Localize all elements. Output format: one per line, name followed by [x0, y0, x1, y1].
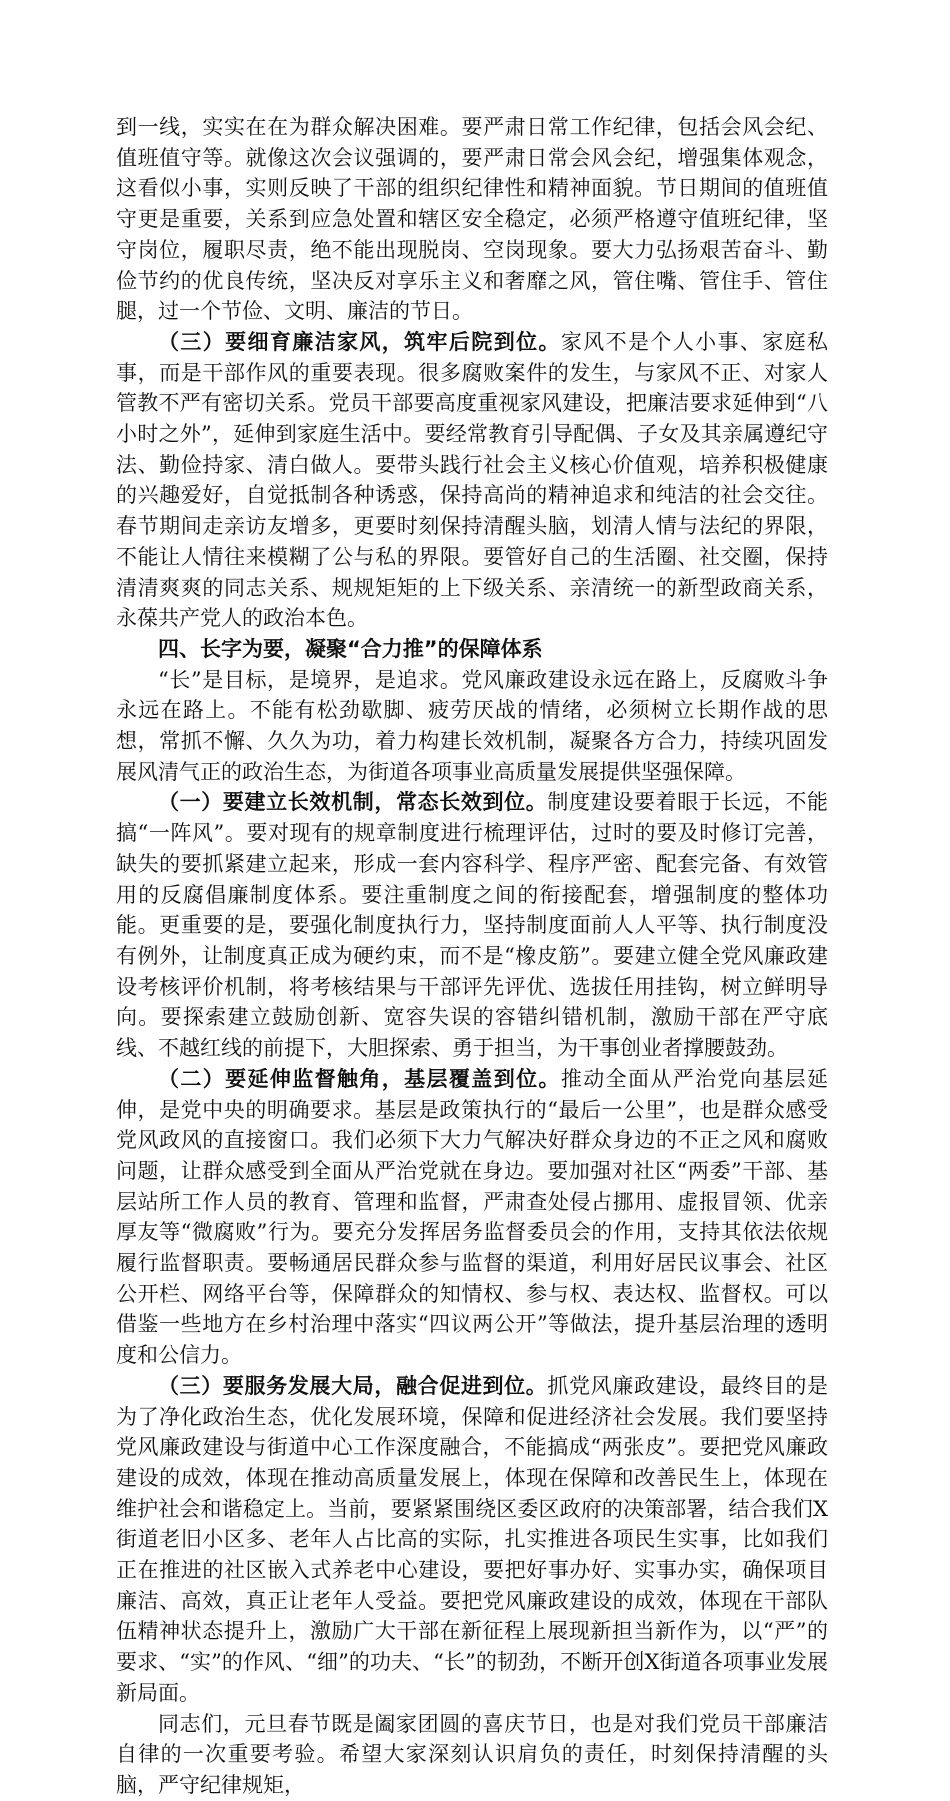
- document-body: [116, 112, 828, 1801]
- subheading-development: （三）要服务发展大局，融合促进到位。: [158, 1372, 548, 1398]
- subheading-family-ethics: （三）要细育廉洁家风，筑牢后院到位。: [158, 328, 561, 354]
- paragraph-development: [116, 1371, 828, 1709]
- paragraph-section-four-intro: [116, 665, 828, 788]
- section-heading-four: 四、长字为要，凝聚“合力推”的保障体系: [158, 636, 543, 661]
- paragraph-long-term-mechanism-text: 制度建设要着眼于长远，不能搞“一阵风”。要对现有的规章制度进行梳理评估，过时的要及时修订完善，缺失的要抓紧建立起来，形成一套内容科学、程序严密、配套完备、有效管用的反腐倡廉制度体系。要注重制度之间的衔接配套，增强制度的整体功能。更重要的是，要强化制度执行力，坚持制度面前人人平等、执行制度没有例外，让制度真正成为硬约束，而不是“橡皮筋”。要建立健全党风廉政建设考核评价机制，将考核结果与干部评先评优、选拔任用挂钩，树立鲜明导向。要探索建立鼓励创新、宽容失误的容错纠错机制，激励干部在严守底线、不越红线的前提下，大胆探索、勇于担当，为干事创业者撑腰鼓劲。: [116, 790, 829, 1061]
- paragraph-closing: [116, 1709, 828, 1801]
- subheading-supervision: （二）要延伸监督触角，基层覆盖到位。: [158, 1065, 561, 1091]
- paragraph-closing-text: 同志们，元旦春节既是阖家团圆的喜庆节日，也是对我们党员干部廉洁自律的一次重要考验。希望大家深刻认识肩负的责任，时刻保持清醒的头脑，严守纪律规矩，: [116, 1711, 828, 1797]
- subheading-long-term-mechanism: （一）要建立长效机制，常态长效到位。: [158, 789, 548, 815]
- paragraph-1-text: 到一线，实实在在为群众解决困难。要严肃日常工作纪律，包括会风会纪、值班值守等。就像这次会议强调的，要严肃日常会风会纪，增强集体观念，这看似小事，实则反映了干部的组织纪律性和精神面貌。节日期间的值班值守更是重要，关系到应急处置和辖区安全稳定，必须严格遵守值班纪律，坚守岗位，履职尽责，绝不能出现脱岗、空岗现象。要大力弘扬艰苦奋斗、勤俭节约的优良传统，坚决反对享乐主义和奢靡之风，管住嘴、管住手、管住腿，过一个节俭、文明、廉洁的节日。: [116, 115, 828, 324]
- paragraph-1: [116, 112, 828, 327]
- paragraph-long-term-mechanism: [116, 787, 828, 1063]
- paragraph-family-ethics: [116, 327, 828, 634]
- paragraph-supervision: [116, 1064, 828, 1371]
- paragraph-supervision-text: 推动全面从严治党向基层延伸，是党中央的明确要求。基层是政策执行的“最后一公里”，也是群众感受党风政风的直接窗口。我们必须下大力气解决好群众身边的不正之风和腐败问题，让群众感受到全面从严治党就在身边。要加强对社区“两委”干部、基层站所工作人员的教育、管理和监督，严肃查处侵占挪用、虚报冒领、优亲厚友等“微腐败”行为。要充分发挥居务监督委员会的作用，支持其依法依规履行监督职责。要畅通居民群众参与监督的渠道，利用好居民议事会、社区公开栏、网络平台等，保障群众的知情权、参与权、表达权、监督权。可以借鉴一些地方在乡村治理中落实“四议两公开”等做法，提升基层治理的透明度和公信力。: [116, 1066, 829, 1368]
- paragraph-family-ethics-text: 家风不是个人小事、家庭私事，而是干部作风的重要表现。很多腐败案件的发生，与家风不正、对家人管教不严有密切关系。党员干部要高度重视家风建设，把廉洁要求延伸到“八小时之外”，延伸到家庭生活中。要经常教育引导配偶、子女及其亲属遵纪守法、勤俭持家、清白做人。要带头践行社会主义核心价值观，培养积极健康的兴趣爱好，自觉抵制各种诱惑，保持高尚的精神追求和纯洁的社会交往。春节期间走亲访友增多，更要时刻保持清醒头脑，划清人情与法纪的界限，不能让人情往来模糊了公与私的界限。要管好自己的生活圈、社交圈，保持清清爽爽的同志关系、规规矩矩的上下级关系、亲清统一的新型政商关系，永葆共产党人的政治本色。: [116, 329, 828, 631]
- paragraph-development-text: 抓党风廉政建设，最终目的是为了净化政治生态，优化发展环境，保障和促进经济社会发展。我们要坚持党风廉政建设与街道中心工作深度融合，不能搞成“两张皮”。要把党风廉政建设的成效，体现在推动高质量发展上，体现在保障和改善民生上，体现在维护社会和谐稳定上。当前，要紧紧围绕区委区政府的决策部署，结合我们X街道老旧小区多、老年人占比高的实际，扎实推进各项民生实事，比如我们正在推进的社区嵌入式养老中心建设，要把好事办好、实事办实，确保项目廉洁、高效，真正让老年人受益。要把党风廉政建设的成效，体现在干部队伍精神状态提升上，激励广大干部在新征程上展现新担当新作为，以“严”的要求、“实”的作风、“细”的功夫、“长”的韧劲，不断开创X街道各项事业发展新局面。: [116, 1373, 829, 1705]
- paragraph-section-four-intro-text: “长”是目标，是境界，是追求。党风廉政建设永远在路上，反腐败斗争永远在路上。不能有松劲歇脚、疲劳厌战的情绪，必须树立长期作战的思想，常抓不懈、久久为功，着力构建长效机制，凝聚各方合力，持续巩固发展风清气正的政治生态，为街道各项事业高质量发展提供坚强保障。: [116, 667, 828, 784]
